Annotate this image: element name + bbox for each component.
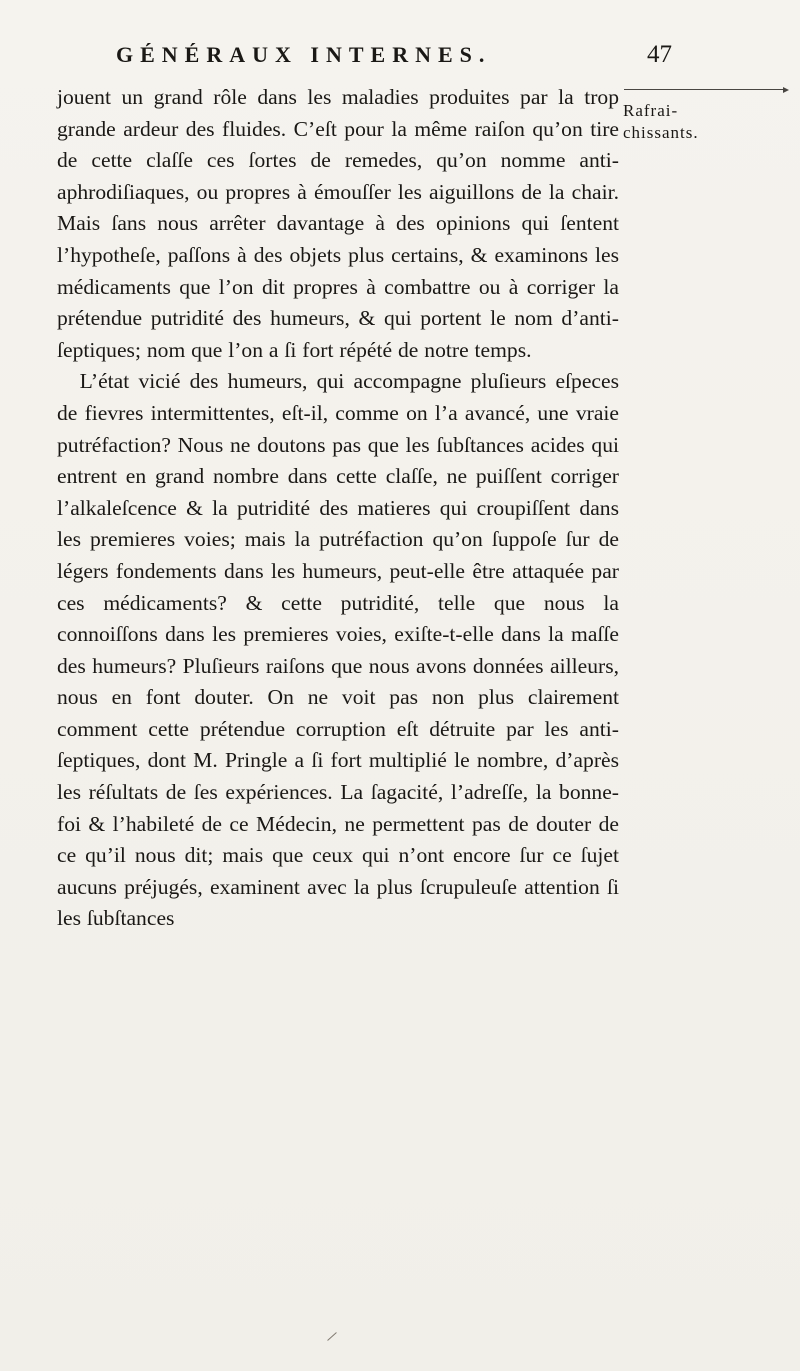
body-text — [57, 82, 619, 935]
paragraph-2: L’état vicié des humeurs, qui accompagne pluſieurs eſpeces de fievres intermittentes, eſt-il, comme on l’a avancé, une vraie putréfaction? Nous ne doutons pas que les ſubſtances acides qui entrent en grand nombre dans cette claſſe, ne puiſſent corriger l’alkaleſcence & la putridité des matieres qui croupiſſent dans les premieres voies; mais la putréfaction qu’on ſuppoſe ſur de légers fondements dans les humeurs, peut-elle être attaquée par ces médicaments? & cette putridité, telle que nous la connoiſſons dans les premieres voies, exiſte-t-elle dans la maſſe des humeurs? Pluſieurs raiſons que nous avons données ailleurs, nous en font douter. On ne voit pas non plus clairement comment cette prétendue corruption eſt détruite par les anti-ſeptiques, dont M. Pringle a ſi fort multiplié le nombre, d’après les réſultats de ſes expériences. La ſagacité, l’adreſſe, la bonne-foi & l’habileté de ce Médecin, ne permettent pas de douter de ce qu’il nous dit; mais que ceux qui n’ont encore ſur ce ſujet aucuns préjugés, examinent avec la plus ſcrupuleuſe attention ſi les ſubſtances — [57, 369, 619, 931]
margin-note-line-1: Rafrai- — [623, 101, 679, 120]
margin-note — [623, 100, 795, 144]
running-title: GÉNÉRAUX INTERNES. — [116, 42, 492, 67]
page-number: 47 — [647, 41, 672, 68]
margin-note-line-2: chissants. — [623, 123, 699, 142]
paragraph-1: jouent un grand rôle dans les maladies produites par la trop grande ardeur des fluides. C’eſt pour la même raiſon qu’on tire de cette claſſe ces ſortes de remedes, qu’on nomme anti-aphrodiſiaques, ou propres à émouſſer les aiguillons de la chair. Mais ſans nous arrêter davantage à des opinions qui ſentent l’hypotheſe, paſſons à des objets plus certains, & examinons les médicaments que l’on dit propres à combattre ou à corriger la prétendue putridité des humeurs, & qui portent le nom d’anti-ſeptiques; nom que l’on a ſi fort répété de notre temps. — [57, 85, 619, 362]
margin-rule — [624, 89, 785, 90]
running-head — [116, 42, 676, 78]
pen-mark — [327, 1332, 337, 1341]
